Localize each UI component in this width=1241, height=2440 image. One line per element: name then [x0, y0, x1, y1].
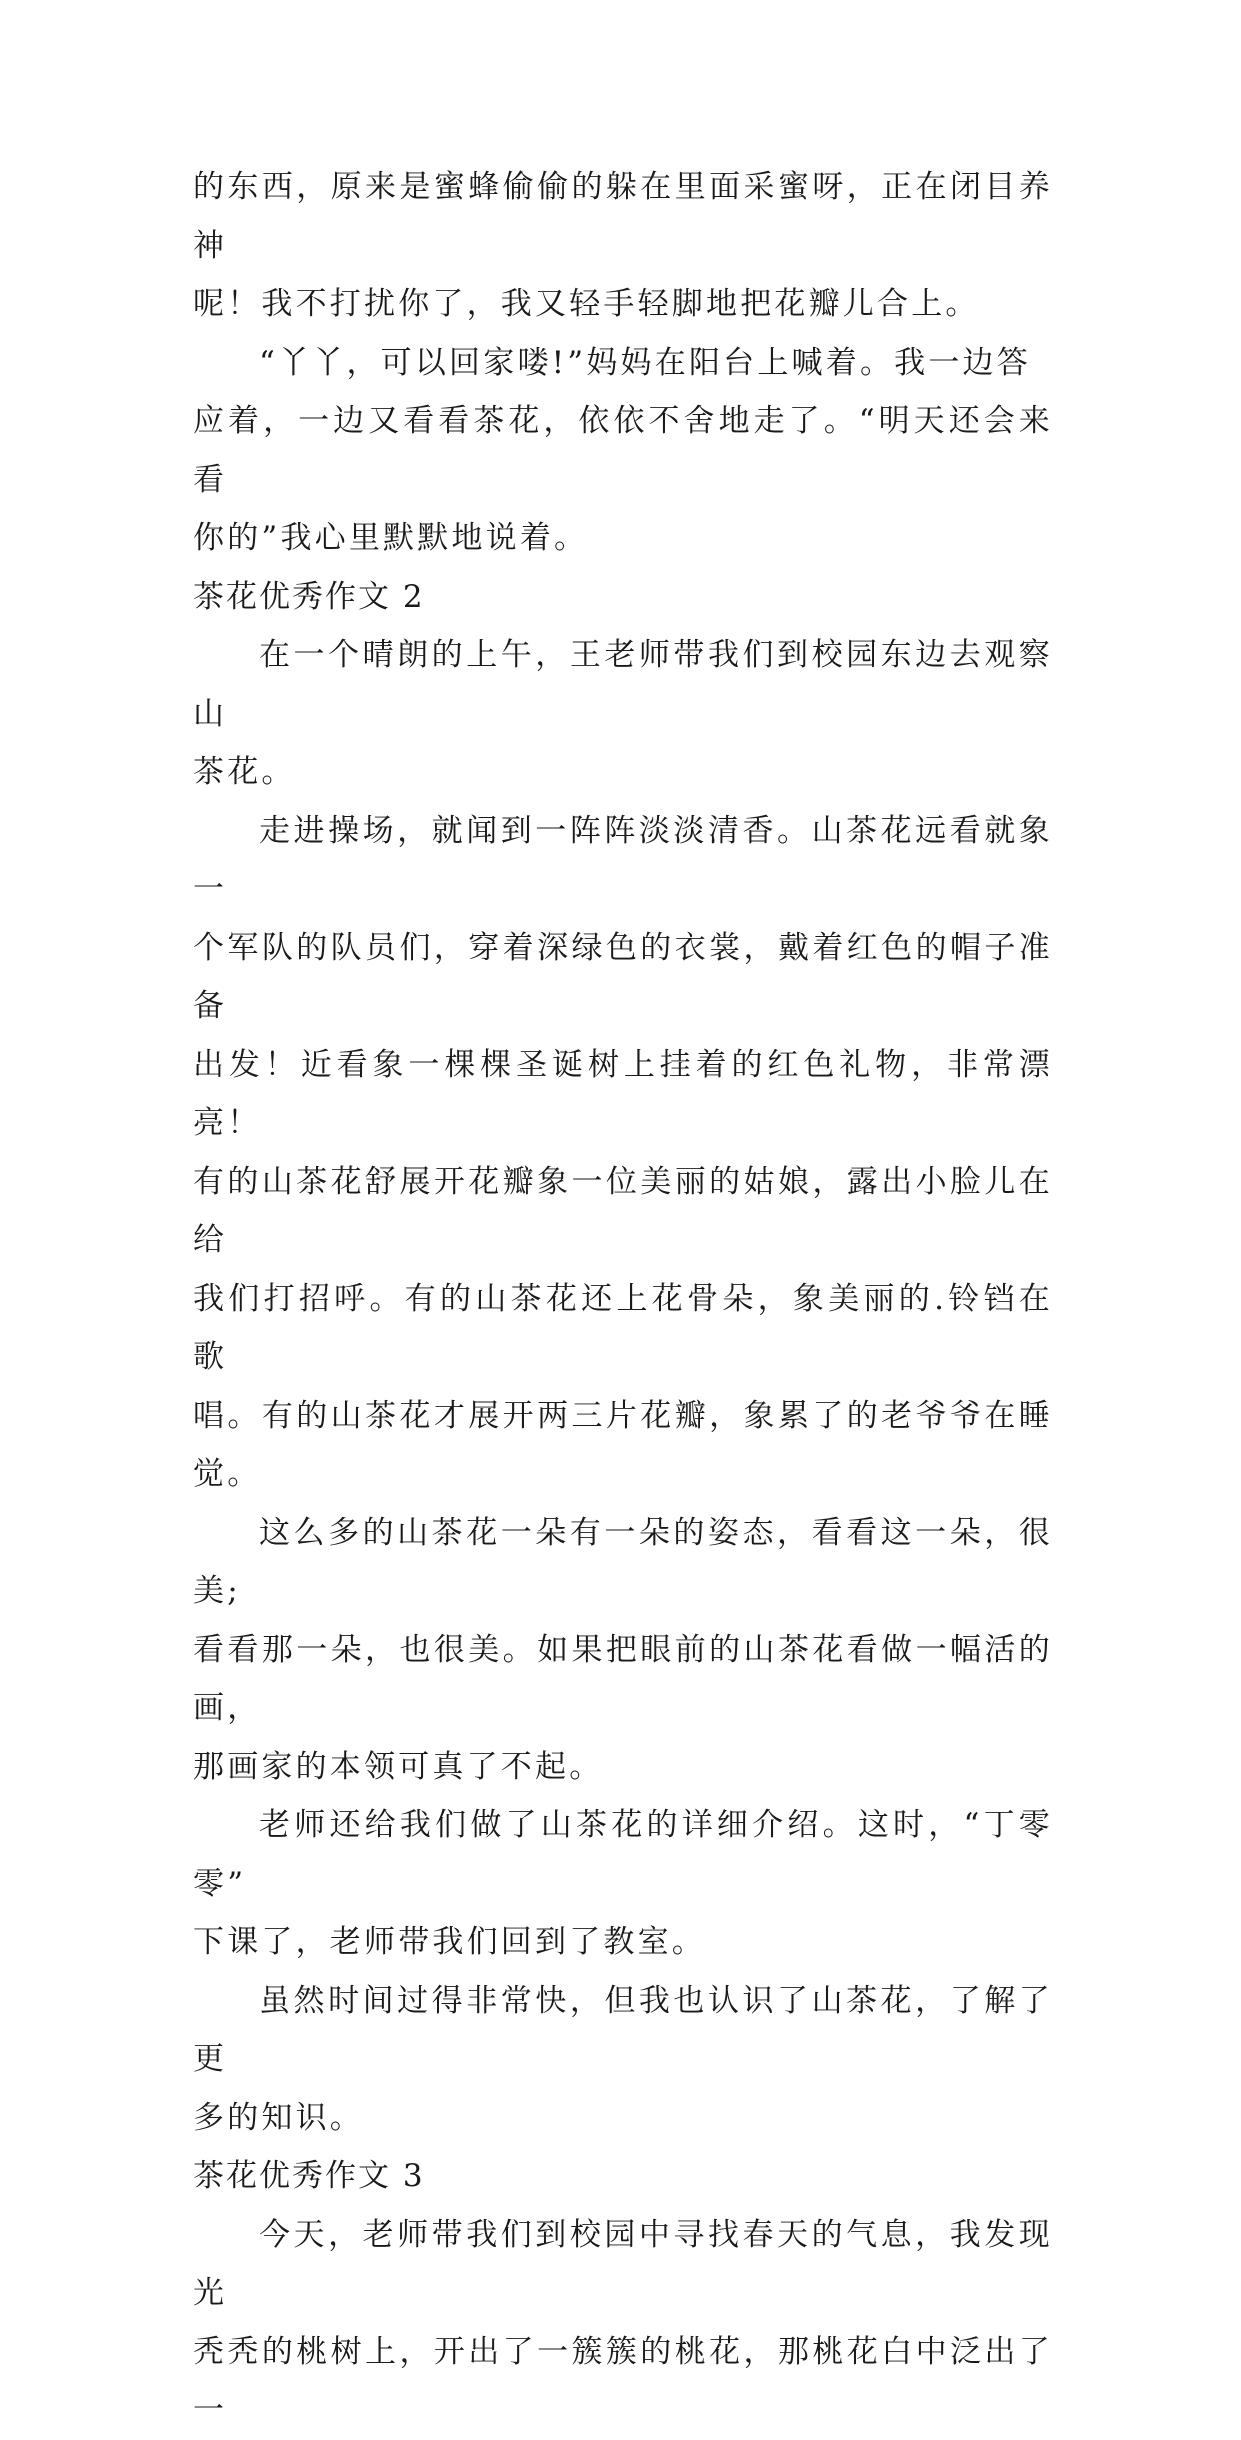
text-line: 秃秃的桃树上，开出了一簇簇的桃花，那桃花白中泛出了一 [193, 2333, 1053, 2428]
text-line: 你的”我心里默默地说着。 [193, 520, 589, 556]
text-line: 今天，老师带我们到校园中寻找春天的气息，我发现光 [193, 2216, 1053, 2311]
paragraph [193, 626, 1053, 802]
text-line: 看看那一朵，也很美。如果把眼前的山茶花看做一幅活的画， [193, 1631, 1053, 1726]
text-line: 唱。有的山茶花才展开两三片花瓣，象累了的老爷爷在睡觉。 [193, 1397, 1053, 1492]
text-line: “丫丫，可以回家喽!”妈妈在阳台上喊着。我一边答 [259, 344, 1031, 381]
text-line: 应着，一边又看看茶花，依依不舍地走了。“明天还会来看 [193, 403, 1053, 498]
text-line: 我们打招呼。有的山茶花还上花骨朵，象美丽的.铃铛在歌 [193, 1280, 1053, 1375]
text-line: 这么多的山茶花一朵有一朵的姿态，看看这一朵，很美; [193, 1514, 1053, 1609]
text-line: 在一个晴朗的上午，王老师带我们到校园东边去观察山 [193, 637, 1053, 732]
text-line: 虽然时间过得非常快，但我也认识了山茶花，了解了更 [193, 1982, 1053, 2077]
heading-text: 茶花优秀作文 2 [193, 578, 425, 615]
paragraph [193, 334, 1053, 568]
section-heading [193, 568, 1053, 627]
text-line: 下课了，老师带我们回到了教室。 [193, 1924, 706, 1960]
text-line: 那画家的本领可真了不起。 [193, 1748, 604, 1785]
text-line: 老师还给我们做了山茶花的详细介绍。这时，“丁零零” [193, 1807, 1053, 1902]
text-line: 出发！近看象一棵棵圣诞树上挂着的红色礼物，非常漂亮！ [193, 1046, 1053, 1141]
paragraph [193, 158, 1053, 334]
section-heading [193, 2147, 1053, 2206]
text-line: 有的山茶花舒展开花瓣象一位美丽的姑娘，露出小脸儿在给 [193, 1163, 1053, 1258]
paragraph [193, 1796, 1053, 1972]
text-line: 多的知识。 [193, 2099, 364, 2136]
paragraph [193, 1504, 1053, 1797]
text-line: 呢！我不打扰你了，我又轻手轻脚地把花瓣儿合上。 [193, 286, 980, 322]
document-body [193, 158, 1053, 2440]
text-line: 个军队的队员们，穿着深绿色的衣裳，戴着红色的帽子准备 [193, 929, 1053, 1024]
text-line: 的东西，原来是蜜蜂偷偷的躲在里面采蜜呀，正在闭目养神 [193, 169, 1053, 264]
paragraph [193, 802, 1053, 1504]
heading-text: 茶花优秀作文 3 [193, 2158, 425, 2194]
paragraph [193, 1972, 1053, 2148]
text-line: 走进操场，就闻到一阵阵淡淡清香。山茶花远看就象一 [193, 812, 1053, 907]
text-line: 茶花。 [193, 754, 296, 790]
paragraph [193, 2206, 1053, 2440]
